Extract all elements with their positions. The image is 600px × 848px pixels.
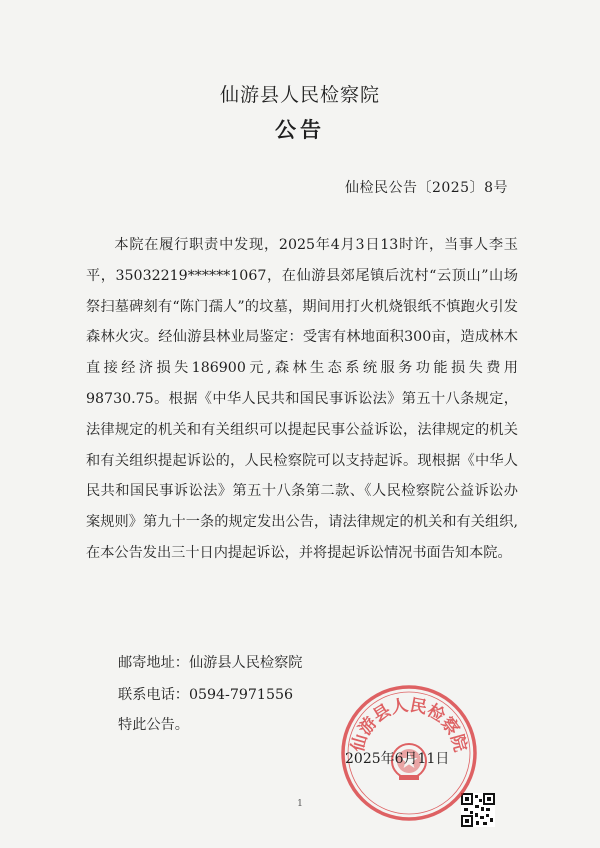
closing-phrase: 特此公告。 <box>118 717 189 733</box>
seal-text: 仙游县人民检察院 <box>347 695 471 755</box>
organization-name: 仙游县人民检察院 <box>219 84 380 106</box>
document-number: 仙检民公告〔2025〕8号 <box>344 180 508 196</box>
document-title: 公告 <box>275 117 325 142</box>
announcement-body: 本院在履行职责中发现，2025年4月3日13时许，当事人李玉平，35032219******1067，在仙游县郊尾镇后沈村“云顶山”山场祭扫墓碑刻有“陈门孺人”的坟墓，期间用打火机烧银纸不慎跑火引发森林火灾。经仙游县林业局鉴定：受害有林地面积300亩，造成林木直接经济损失186900元,森林生态系统服务功能损失费用98730.75。根据《中华人民共和国民事诉讼法》第五十八条规定，法律规定的机关和有关组织可以提起民事公益诉讼，法律规定的机关和有关组织提起诉讼的，人民检察院可以支持起诉。现根据《中华人民共和国民事诉讼法》第五十八条第二款、《人民检察院公益诉讼办案规则》第九十一条的规定发出公告，请法律规定的机关和有关组织,在本公告发出三十日内提起诉讼，并将提起诉讼情况书面告知本院。 <box>86 237 518 561</box>
page-number: 1 <box>297 799 303 809</box>
mailing-address: 邮寄地址：仙游县人民检察院 <box>118 655 303 671</box>
announcement-date: 2025年6月11日 <box>345 751 450 767</box>
contact-phone: 联系电话：0594-7971556 <box>118 687 294 703</box>
